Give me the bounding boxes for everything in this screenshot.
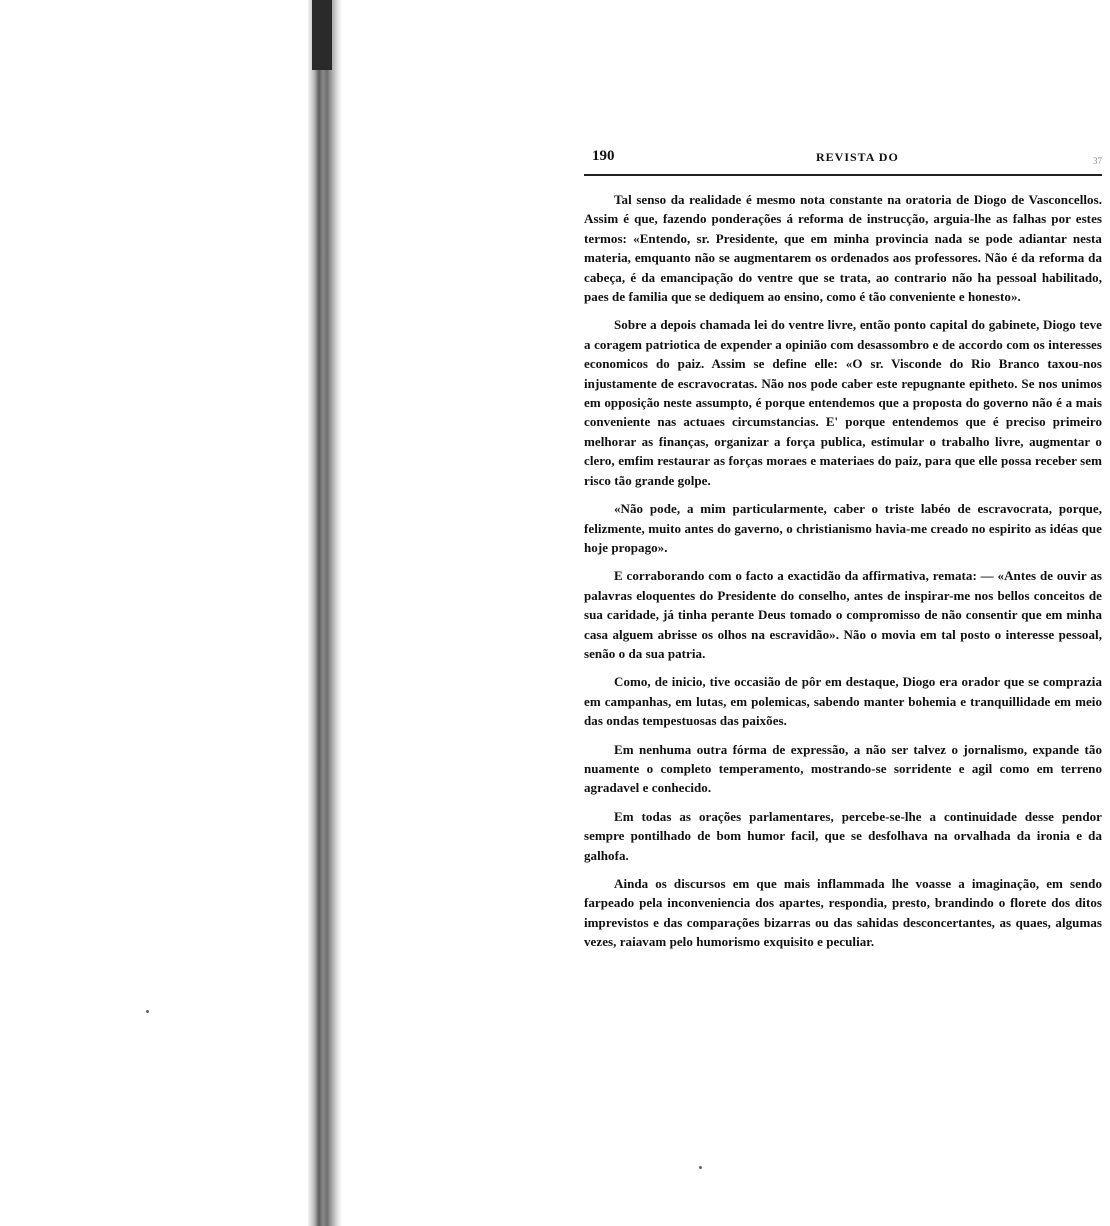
header-mark: 37 <box>1093 156 1102 166</box>
page-number: 190 <box>592 148 615 164</box>
running-header <box>584 148 1102 176</box>
paragraph: E corraborando com o facto a exactidão da affirmativa, remata: — «Antes de ouvir as palavras eloquentes do Presidente do conselho, antes de inspirar-me nos bellos conceitos de sua caridade, já tinha perante Deus tomado o compromisso de não consentir que em minha casa alguem abrisse os olhos na escravidão». Não o movia em tal posto o interesse pessoal, senão o da sua patria. <box>584 568 1102 661</box>
body-text <box>584 190 1102 952</box>
paragraph: Ainda os discursos em que mais inflammada lhe voasse a imaginação, em sendo farpeado pela inconveniencia dos apartes, respondia, presto, brandindo o florete dos ditos imprevistos e das comparações bizarras ou das sahidas desconcertantes, as quaes, algumas vezes, raiavam pelo humorismo exquisito e peculiar. <box>584 876 1102 950</box>
running-header-title: REVISTA DO <box>816 150 899 164</box>
paragraph: «Não pode, a mim particularmente, caber o triste labéo de escravocrata, porque, felizmente, muito antes do gaverno, o christianismo havia-me creado no espirito as idéas que hoje propago». <box>584 501 1102 555</box>
book-binding-gutter <box>308 0 342 1226</box>
paragraph: Como, de inicio, tive occasião de pôr em destaque, Diogo era orador que se comprazia em campanhas, em lutas, em polemicas, sabendo manter bohemia e tranquillidade em meio das ondas tempestuosas das paixões. <box>584 674 1102 729</box>
book-page <box>584 148 1102 961</box>
scan-speck <box>699 1166 702 1169</box>
paragraph: Em nenhuma outra fórma de expressão, a não ser talvez o jornalismo, expande tão nuamente o completo temperamento, mostrando-se sorridente e agil como em terreno agradavel e conhecido. <box>584 741 1102 796</box>
paragraph: Sobre a depois chamada lei do ventre livre, então ponto capital do gabinete, Diogo teve a coragem patriotica de expender a opinião com desassombro e de accordo com os interesses economicos do paiz. Assim se define elle: «O sr. Visconde do Rio Branco taxou-nos injustamente de escravocratas. Não nos pode caber este repugnante epitheto. Se nos unimos em opposição neste assumpto, é porque entendemos que a proposta do governo não é a mais conveniente nas actuaes circumstancias. E' porque entendemos que é preciso primeiro melhorar as finanças, organizar a força publica, estimular o trabalho livre, augmentar o clero, emfim restaurar as forças moraes e materiaes do paiz, para que elle possa receber sem risco tão grande golpe. <box>584 317 1102 488</box>
paragraph: Em todas as orações parlamentares, percebe-se-lhe a continuidade desse pendor sempre pontilhado de bom humor facil, que se desfolhava na orvalhada da ironia e da galhofa. <box>584 808 1102 863</box>
paragraph: Tal senso da realidade é mesmo nota constante na oratoria de Diogo de Vasconcellos. Assim é que, fazendo ponderações á reforma de instrucção, arguia-lhe as falhas por estes termos: «Entendo, sr. Presidente, que em minha provincia nada se pode adiantar nesta materia, emquanto não se augmentarem os ordenados aos professores. Não é da reforma da cabeça, é da emancipação do ventre que se trata, ao contrario não ha pessoal habilitado, paes de familia que se dediquem ao ensino, como é tão conveniente e honesto». <box>584 192 1102 305</box>
binding-shadow <box>312 0 332 70</box>
scan-speck <box>146 1010 149 1013</box>
